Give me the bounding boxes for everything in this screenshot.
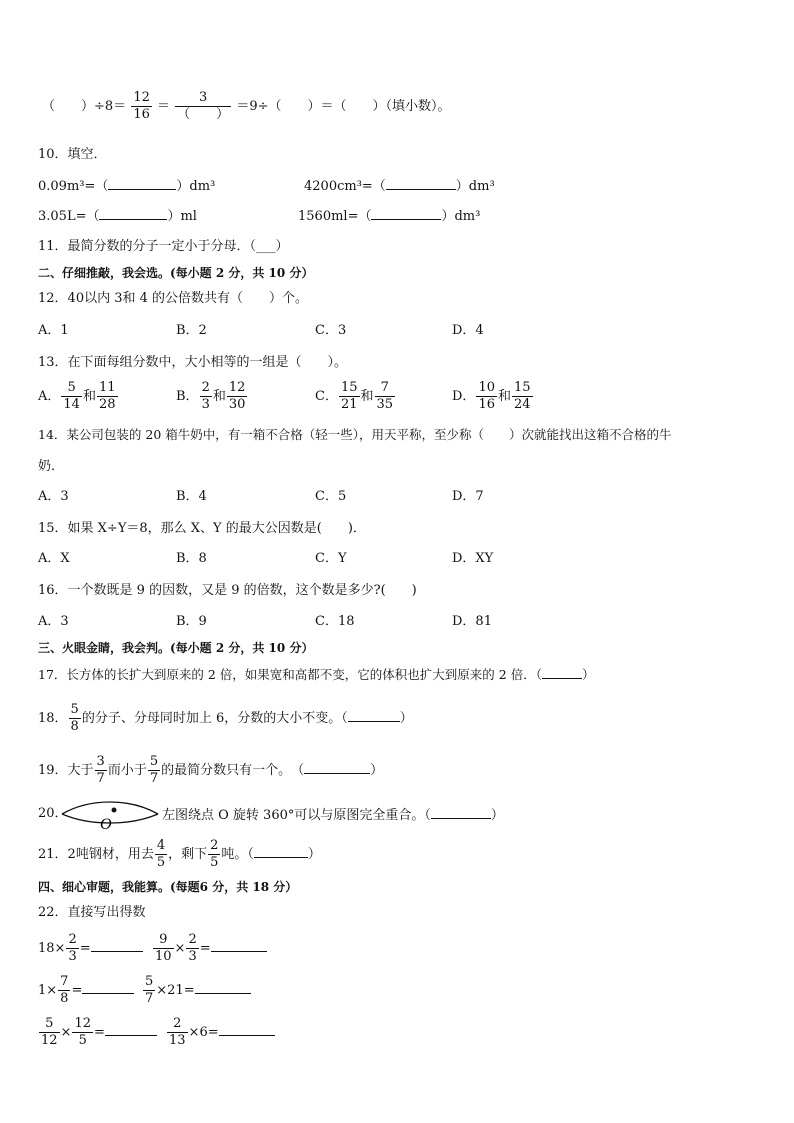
q9-part2: ＝9÷（ ）＝（ ）（填小数）。 — [236, 99, 451, 114]
section-2-heading: 二、仔细推敲，我会选。(每小题 2 分，共 10 分） — [38, 266, 314, 280]
fraction: $\frac{12}{16}$ — [133, 90, 150, 122]
option-b[interactable]: B．8 — [176, 551, 207, 566]
question-9: （ ）÷8＝ $\frac{12}{16}$ ＝ $\frac{3}{( )}$ ＝9÷（ ）＝（ ）（填小数）。 — [42, 90, 451, 122]
question-11: 11．最简分数的分子一定小于分母．（___） — [38, 239, 289, 254]
option-d[interactable]: D．7 — [452, 489, 484, 504]
question-18: 18． $\frac{5}{8}$ 的分子、分母同时加上 6，分数的大小不变。（ ） — [38, 702, 413, 734]
option-c[interactable]: C． $\frac{15}{21}$ 和 $\frac{7}{35}$ — [315, 380, 394, 412]
q10-a: 0.09m³=（ ）dm³ — [38, 176, 215, 196]
answer-blank[interactable] — [195, 980, 251, 994]
question-16: 16．一个数既是 9 的因数，又是 9 的倍数，这个数是多少?( ) — [38, 583, 417, 598]
answer-blank[interactable] — [348, 708, 400, 722]
question-20: 20． — [38, 806, 68, 821]
option-b[interactable]: B．4 — [176, 489, 207, 504]
point-o-label: O — [100, 816, 112, 830]
section-3-heading: 三、火眼金睛，我会判。(每小题 2 分，共 10 分） — [38, 641, 314, 655]
question-12: 12．40以内 3和 4 的公倍数共有（ ）个。 — [38, 291, 309, 306]
answer-blank[interactable] — [371, 206, 441, 220]
option-c[interactable]: C．18 — [315, 614, 355, 629]
calc-row-3a: $\frac{5}{12}$ × $\frac{12}{5}$ = — [38, 1016, 157, 1049]
option-a[interactable]: A．3 — [38, 614, 69, 629]
option-b[interactable]: B． $\frac{2}{3}$ 和 $\frac{12}{30}$ — [176, 380, 246, 412]
option-a[interactable]: A． $\frac{5}{14}$ 和 $\frac{11}{28}$ — [38, 380, 116, 412]
fraction: $\frac{3}{( )}$ — [177, 90, 230, 122]
section-4-heading: 四、细心审题，我能算。(每题6 分，共 18 分） — [38, 880, 298, 894]
calc-row-2a: 1× $\frac{7}{8}$ = — [38, 974, 134, 1007]
question-21: 21．2吨钢材，用去 $\frac{4}{5}$ ，剩下 $\frac{2}{5}$ 吨。（ ） — [38, 838, 321, 870]
answer-blank[interactable] — [304, 760, 370, 774]
question-13: 13．在下面每组分数中，大小相等的一组是（ ）。 — [38, 355, 348, 370]
option-c[interactable]: C．5 — [315, 489, 347, 504]
option-b[interactable]: B．2 — [176, 323, 207, 338]
option-c[interactable]: C．3 — [315, 323, 347, 338]
answer-blank[interactable] — [542, 665, 582, 679]
option-d[interactable]: D．XY — [452, 551, 494, 566]
question-15: 15．如果 X÷Y＝8，那么 X、Y 的最大公因数是( )． — [38, 521, 366, 536]
answer-blank[interactable]: ___ — [256, 239, 276, 254]
question-14-line2: 奶． — [38, 459, 65, 474]
rotation-figure — [60, 796, 164, 830]
calc-row-3b: $\frac{2}{13}$ ×6= — [166, 1016, 275, 1049]
option-b[interactable]: B．9 — [176, 614, 207, 629]
q9-part1: （ ）÷8＝ — [42, 99, 127, 114]
option-a[interactable]: A．X — [38, 551, 70, 566]
option-a[interactable]: A．3 — [38, 489, 69, 504]
calc-row-1a: 18× $\frac{2}{3}$ = — [38, 932, 143, 965]
answer-blank[interactable] — [82, 980, 134, 994]
q10-c: 3.05L=（ ）ml — [38, 206, 197, 226]
answer-blank[interactable] — [105, 1022, 157, 1036]
answer-blank[interactable] — [99, 206, 167, 220]
calc-row-1b: $\frac{9}{10}$ × $\frac{2}{3}$ = — [152, 932, 267, 965]
answer-blank[interactable] — [386, 176, 456, 190]
option-d[interactable]: D．4 — [452, 323, 484, 338]
answer-blank[interactable] — [431, 805, 491, 819]
q10-d: 1560ml=（ ）dm³ — [298, 206, 480, 226]
question-20-text: 左图绕点 O 旋转 360°可以与原图完全重合。（ ） — [162, 805, 504, 825]
question-10-title: 10．填空． — [38, 147, 107, 162]
answer-blank[interactable] — [254, 844, 308, 858]
answer-blank[interactable] — [219, 1022, 275, 1036]
question-22-title: 22．直接写出得数 — [38, 905, 146, 920]
question-19: 19．大于 $\frac{3}{7}$ 而小于 $\frac{5}{7}$ 的最简分数只有一个。 （ ） — [38, 754, 384, 786]
option-a[interactable]: A．1 — [38, 323, 69, 338]
calc-row-2b: $\frac{5}{7}$ ×21= — [142, 974, 251, 1007]
option-d[interactable]: D． $\frac{10}{16}$ 和 $\frac{15}{24}$ — [452, 380, 531, 412]
answer-blank[interactable] — [211, 938, 267, 952]
option-c[interactable]: C．Y — [315, 551, 347, 566]
option-d[interactable]: D．81 — [452, 614, 492, 629]
question-14-line1: 14．某公司包装的 20 箱牛奶中，有一箱不合格（轻一些），用天平称，至少称（ ）次就能找出这箱不合格的牛 — [38, 427, 672, 442]
answer-blank[interactable] — [91, 938, 143, 952]
question-17: 17．长方体的长扩大到原来的 2 倍，如果宽和高都不变，它的体积也扩大到原来的 2 倍．（ ） — [38, 667, 595, 682]
q10-b: 4200cm³=（ ）dm³ — [304, 176, 495, 196]
answer-blank[interactable] — [108, 176, 176, 190]
